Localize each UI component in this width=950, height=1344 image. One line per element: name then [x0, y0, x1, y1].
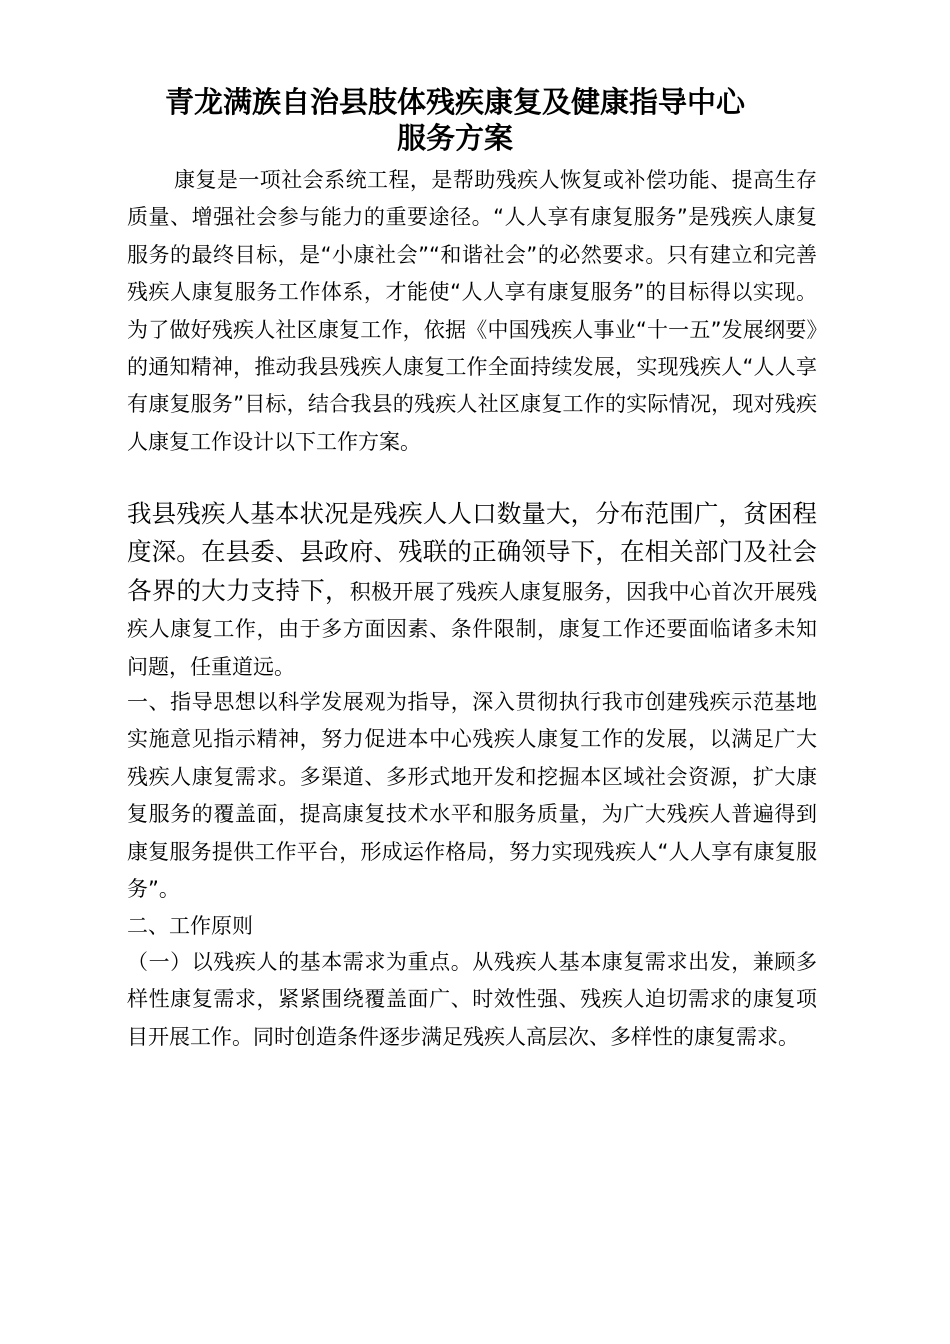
document-title-line1: 青龙满族自治县肢体残疾康复及健康指导中心 [164, 85, 745, 119]
principle1-paragraph: （一）以残疾人的基本需求为重点。从残疾人基本康复需求出发，兼顾多样性康复需求，紧紧围绕覆盖面广、时效性强、残疾人迫切需求的康复项目开展工作。同时创造条件逐步满足残疾人高层次、多样性的康复需求。 [127, 950, 817, 1049]
status-paragraph-large: 我县残疾人基本状况是残疾人人口数量大，分布范围广，贫困程度深。在县委、县政府、残联的正确领导下，在相关部门及社会各界的大力支持下， [127, 499, 817, 605]
status-paragraph-small: 积极开展了残疾人康复服务，因我中心首次开展残疾人康复工作，由于多方面因素、条件限制，康复工作还要面临诸多未知问题，任重道远。 [127, 579, 817, 679]
section1-paragraph: 一、指导思想以科学发展观为指导，深入贯彻执行我市创建残疾示范基地实施意见指示精神，努力促进本中心残疾人康复工作的发展，以满足广大残疾人康复需求。多渠道、多形式地开发和挖掘本区域社会资源，扩大康复服务的覆盖面，提高康复技术水平和服务质量，为广大残疾人普遍得到康复服务提供工作平台，形成运作格局，努力实现残疾人“人人享有康复服务”。 [127, 690, 817, 902]
intro-paragraph: 康复是一项社会系统工程，是帮助残疾人恢复或补偿功能、提高生存质量、增强社会参与能力的重要途径。“人人享有康复服务”是残疾人康复服务的最终目标，是“小康社会”“和谐社会”的必然要求。只有建立和完善残疾人康复服务工作体系，才能使“人人享有康复服务”的目标得以实现。为了做好残疾人社区康复工作，依据《中国残疾人事业“十一五”发展纲要》的通知精神，推动我县残疾人康复工作全面持续发展，实现残疾人“人人享有康复服务”目标，结合我县的残疾人社区康复工作的实际情况，现对残疾人康复工作设计以下工作方案。 [127, 168, 817, 454]
status-paragraph [127, 496, 817, 686]
document-title-line2: 服务方案 [396, 121, 513, 155]
section2-heading: 二、工作原则 [127, 914, 253, 938]
